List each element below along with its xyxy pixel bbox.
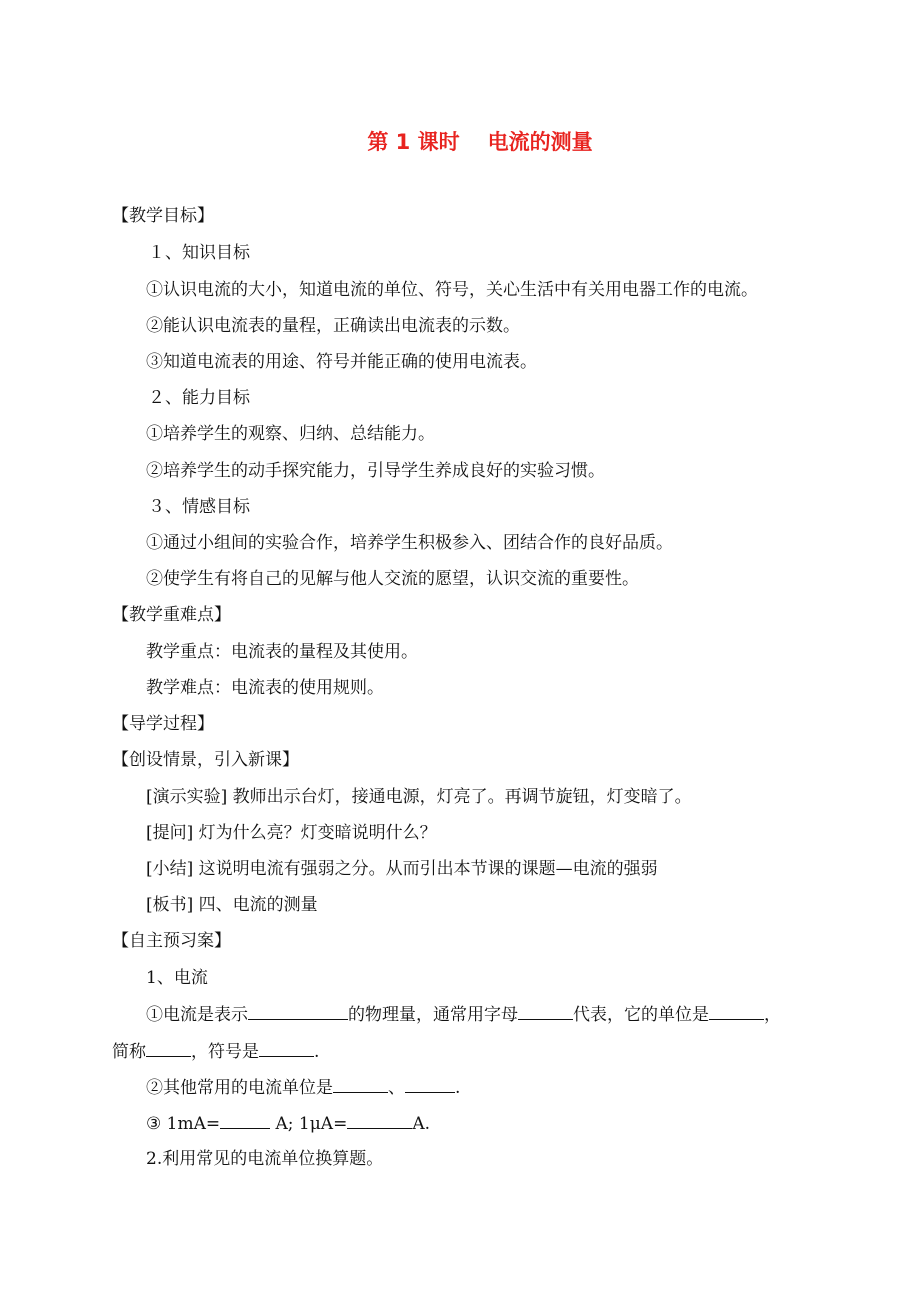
knowledge-goal-heading: １、知识目标 [148,243,250,263]
answer-blank[interactable] [259,1040,314,1057]
preview-question-4: 2.利用常见的电流单位换算题。 [146,1149,384,1169]
preview-question-3: ③ 1mA= A; 1μA= A. [146,1114,430,1134]
preview-question-1-cont: 简称 ，符号是 . [112,1042,320,1062]
knowledge-goal-2: ②能认识电流表的量程，正确读出电流表的示数。 [146,316,520,336]
section-heading-objectives: 【教学目标】 [112,206,214,226]
section-heading-process: 【导学过程】 [112,714,214,734]
preview-current-heading: 1、电流 [146,968,208,988]
ability-goal-1: ①培养学生的观察、归纳、总结能力。 [146,424,435,444]
answer-blank[interactable] [347,1112,412,1129]
intro-demo: [演示实验] 教师出示台灯，接通电源，灯亮了。再调节旋钮，灯变暗了。 [146,787,692,807]
answer-blank[interactable] [405,1076,455,1093]
answer-blank[interactable] [220,1112,270,1129]
answer-blank[interactable] [248,1003,348,1020]
intro-board: [板书] 四、电流的测量 [146,895,318,915]
page-title [0,126,920,156]
section-heading-intro: 【创设情景，引入新课】 [112,750,299,770]
section-heading-key-points: 【教学重难点】 [112,605,231,625]
key-point: 教学重点：电流表的量程及其使用。 [146,642,418,662]
answer-blank[interactable] [709,1003,764,1020]
difficult-point: 教学难点：电流表的使用规则。 [146,678,384,698]
answer-blank[interactable] [333,1076,388,1093]
ability-goal-2: ②培养学生的动手探究能力，引导学生养成良好的实验习惯。 [146,461,605,481]
title-topic: 电流的测量 [487,130,593,154]
knowledge-goal-3: ③知道电流表的用途、符号并能正确的使用电流表。 [146,352,537,372]
preview-question-1: ①电流是表示 的物理量，通常用字母 代表，它的单位是 ， [146,1005,781,1025]
answer-blank[interactable] [518,1003,573,1020]
ability-goal-heading: ２、能力目标 [148,388,250,408]
emotion-goal-heading: ３、情感目标 [148,497,250,517]
answer-blank[interactable] [146,1040,191,1057]
title-lesson: 第 1 课时 [367,130,460,154]
intro-summary: [小结] 这说明电流有强弱之分。从而引出本节课的课题—电流的强弱 [146,859,658,879]
preview-question-2: ②其他常用的电流单位是 、 . [146,1078,461,1098]
emotion-goal-2: ②使学生有将自己的见解与他人交流的愿望，认识交流的重要性。 [146,569,639,589]
knowledge-goal-1: ①认识电流的大小，知道电流的单位、符号，关心生活中有关用电器工作的电流。 [146,280,758,300]
emotion-goal-1: ①通过小组间的实验合作，培养学生积极参入、团结合作的良好品质。 [146,533,673,553]
intro-question: [提问] 灯为什么亮？灯变暗说明什么？ [146,823,437,843]
section-heading-preview: 【自主预习案】 [112,931,231,951]
